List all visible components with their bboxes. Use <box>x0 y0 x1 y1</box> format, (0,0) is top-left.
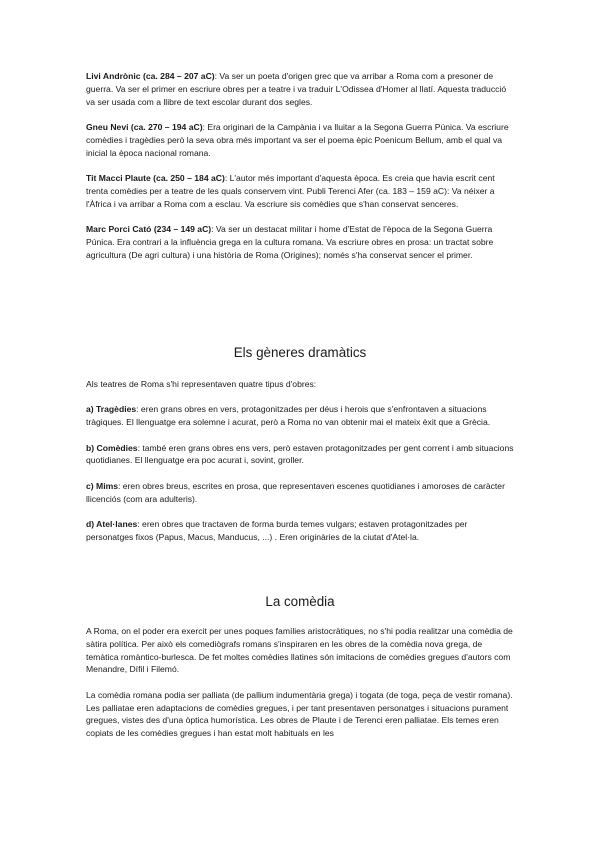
comedy-paragraph: La comèdia romana podia ser palliata (de pallium indumentària grega) i togata (de toga, peça de vestir romana). Les palliatae eren adaptacions de comèdies gregues, i per tant presentaven personatges i situacions purament gregues, vistes des d'una òptica humorística. Les obres de Plaute i de Terenci eren palliatae. Els temes eren copiats de les comèdies gregues i han estat molt habituals en les <box>86 689 513 739</box>
genre-description: : també eren grans obres ens vers, però estaven protagonitzades per gent corrent i amb situacions quotidianes. El llenguatge era poc acurat i, sovint, groller. <box>86 442 514 466</box>
genre-description: : eren obres que tractaven de forma burda temes vulgars; estaven protagonitzades per personatges fixos (Papus, Macus, Manducus, ...) . Eren originàries de la ciutat d'Atel·la. <box>86 518 468 542</box>
author-name: Tit Macci Plaute (ca. 250 – 184 aC) <box>86 172 225 183</box>
genre-name: a) Tragèdies <box>86 404 137 415</box>
author-name: Livi Andrònic (ca. 284 – 207 aC) <box>86 71 215 81</box>
section-title: La comèdia <box>265 594 335 609</box>
author-description: : Era originari de la Campània i va lluitar a la Segona Guerra Púnica. Va escriure comèdies i tragèdies però la seva obra més important va ser el poema èpic Poenicum Bellum, amb el qual va inicial la època nacional romana. <box>86 121 509 158</box>
author-entry <box>86 172 514 210</box>
author-name: Gneu Nevi (ca. 270 – 194 aC) <box>86 121 203 132</box>
genre-entry <box>86 442 514 468</box>
author-name: Marc Porci Cató (234 – 149 aC) <box>86 223 212 234</box>
genre-description: : eren grans obres en vers, protagonitzades per déus i herois que s'enfrontaven a situacions tràgiques. El llenguatge era solemne i acurat, però a Roma no van obtenir mai el mateix èxit que a Grècia. <box>86 404 491 428</box>
genre-entry <box>86 403 514 429</box>
genre-name: c) Mims <box>86 480 118 491</box>
author-entry <box>86 223 514 261</box>
genre-name: d) Atel·lanes <box>86 518 138 529</box>
genre-entry <box>86 480 514 506</box>
genre-description: : eren obres breus, escrites en prosa, que representaven escenes quotidianes i amoroses de caràcter llicenciós (com ara adulteris). <box>86 480 505 504</box>
author-entry <box>86 121 514 159</box>
genre-name: b) Comèdies <box>86 442 138 453</box>
comedy-section <box>86 593 514 740</box>
section-title: Els gèneres dramàtics <box>233 345 367 360</box>
genres-section <box>86 344 514 544</box>
authors-section <box>86 70 514 261</box>
author-entry <box>86 70 514 108</box>
comedy-paragraph: A Roma, on el poder era exercit per unes poques famílies aristocràtiques, no s'hi podia realitzar una comèdia de sàtira política. Per això els comediògrafs romans s'inspiraren en les obres de la comèdia nova grega, de temàtica romàntico-burlesca. De fet moltes comèdies llatines són imitacions de comèdies gregues d'autors com Menandre, Dífil i Filemó. <box>86 626 513 675</box>
genre-entry <box>86 518 514 544</box>
author-description: : Va ser un destacat militar i home d'Estat de l'època de la Segona Guerra Púnica. Era contrari a la influència grega en la cultura romana. Va escriure obres en prosa: un tractat sobre agricultura (De agri cultura) i una història de Roma (Origines); només s'ha conservat sencer el primer. <box>86 223 494 260</box>
genres-intro: Als teatres de Roma s'hi representaven quatre tipus d'obres: <box>86 379 317 389</box>
author-description: : L'autor més important d'aquesta època. Es creia que havia escrit cent trenta comèdies per a teatre de les quals conservem vint. Publi Terenci Afer (ca. 183 – 159 aC): Va néixer a l'Àfrica i va arribar a Roma com a esclau. Va escriure sis comèdies que s'han conservat senceres. <box>86 172 495 209</box>
author-description: : Va ser un poeta d'origen grec que va arribar a Roma com a presoner de guerra. Va ser el primer en escriure obres per a teatre i va traduir L'Odissea d'Homer al llatí. Aquesta traducció va ser usada com a llibre de text escolar durant dos segles. <box>86 71 507 107</box>
